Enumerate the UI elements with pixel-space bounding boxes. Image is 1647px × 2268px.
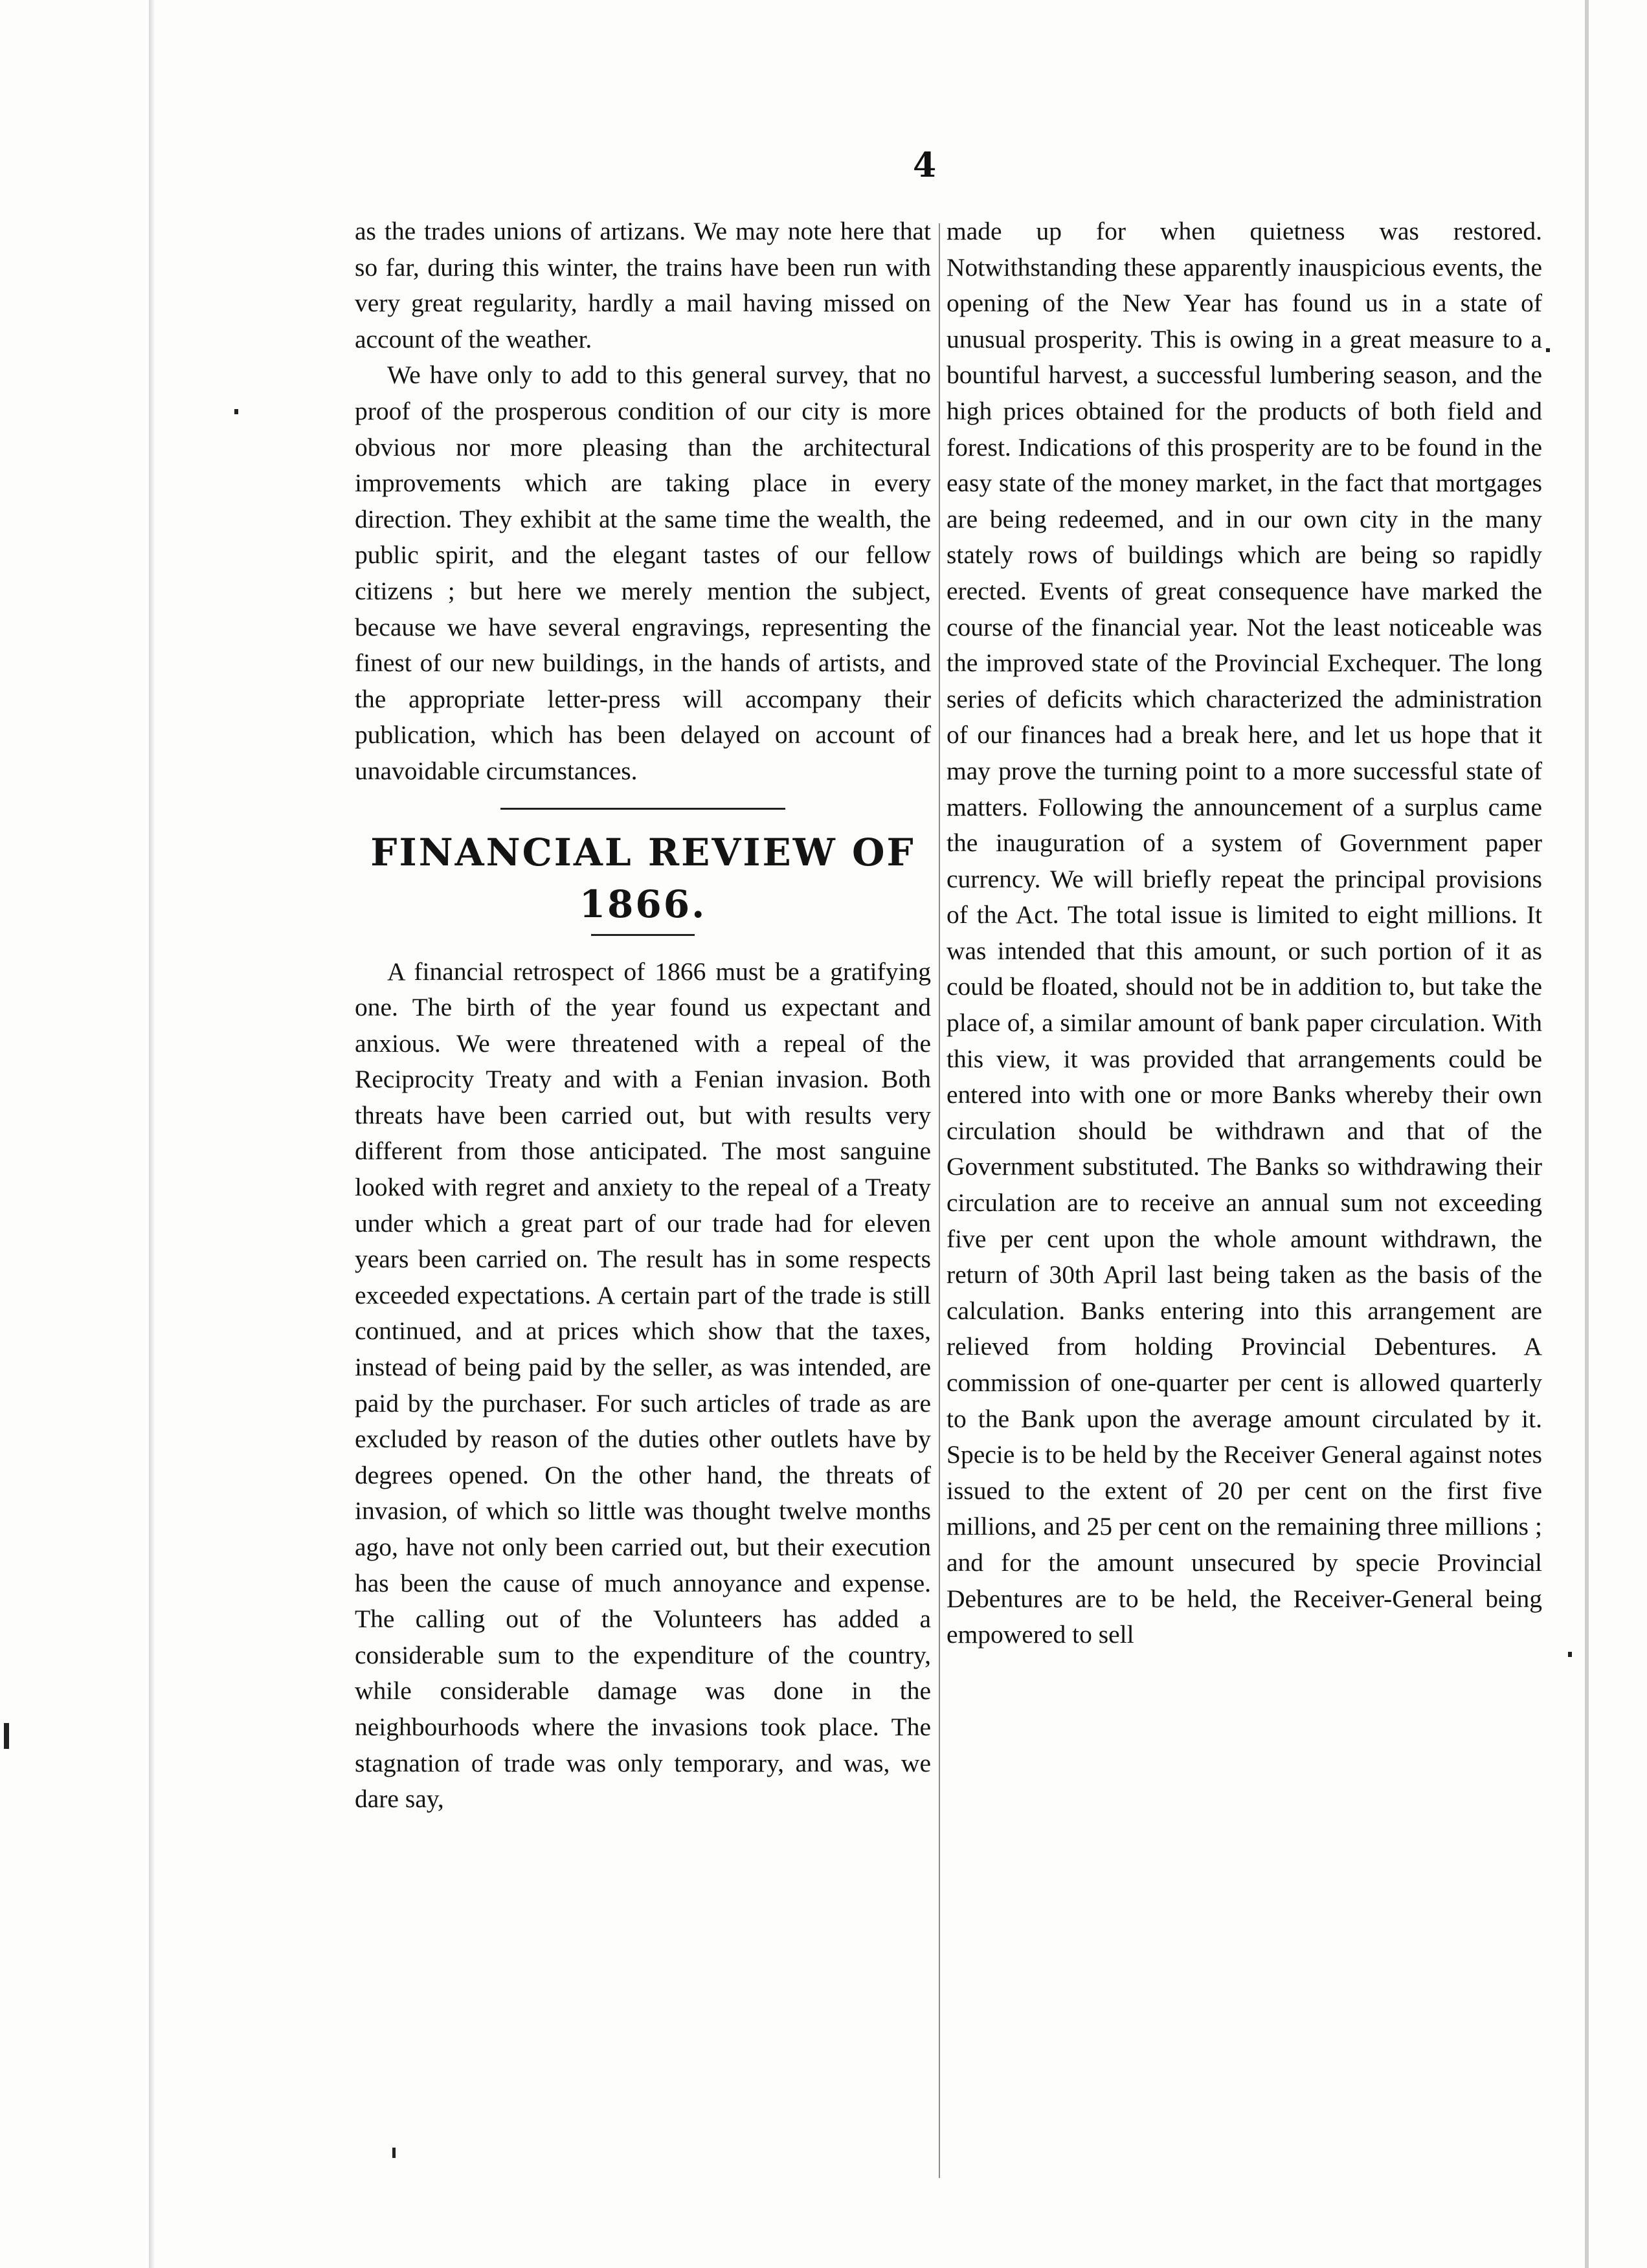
page-left-edge [149, 0, 155, 2268]
right-column [947, 214, 1542, 1653]
article-heading: FINANCIAL REVIEW OF 1866. [370, 830, 915, 926]
article-paragraph: A financial retrospect of 1866 must be a gratifying one. The birth of the year found us expectant and anxious. We were threatened with a repeal of the Reciprocity Treaty and with a Fenian invasion. Both threats have been carried out, but with results very different from those anticipated. The most sanguine looked with regret and anxiety to the repeal of a Treaty under which a great part of our trade had for eleven years been carried on. The result has in some respects exceeded expectations. A certain part of the trade is still continued, and at prices which show that the taxes, instead of being paid by the seller, as was intended, are paid by the purchaser. For such articles of trade as are excluded by reason of the duties other outlets have by degrees opened. On the other hand, the threats of invasion, of which so little was thought twelve months ago, have not only been carried out, but their execution has been the cause of much annoyance and expense. The calling out of the Volunteers has added a considerable sum to the expenditure of the country, while considerable damage was done in the neighbourhoods where the invasions took place. The stagnation of trade was only temporary, and was, we dare say, [355, 957, 931, 1814]
margin-speck [392, 2148, 396, 2158]
heading-underline-rule [591, 934, 695, 936]
column-divider [939, 223, 940, 2178]
section-divider-rule [500, 808, 785, 810]
margin-speck [1546, 348, 1550, 352]
page-right-edge [1585, 0, 1589, 2268]
left-column [355, 214, 931, 1818]
page-number: 4 [913, 146, 937, 185]
margin-speck [1568, 1652, 1572, 1657]
margin-speck [4, 1723, 9, 1749]
right-paragraph-continued: made up for when quietness was restored. Notwithstanding these apparently inauspicious events, the opening of the New Year has found us in a state of unusual prosperity. This is owing in a great measure to a bountiful harvest, a successful lumbering season, and the high prices obtained for the products of both field and forest. Indications of this prosperity are to be found in the easy state of the money market, in the fact that mortgages are being redeemed, and in our own city in the many stately rows of buildings which are being so rapidly erected. Events of great consequence have marked the course of the financial year. Not the least noticeable was the improved state of the Provincial Exchequer. The long series of deficits which characterized the administration of our finances had a break here, and let us hope that it may prove the turning point to a more successful state of matters. Following the announcement of a surplus came the inauguration of a system of Government paper currency. We will briefly repeat the principal provisions of the Act. The total issue is limited to eight millions. It was intended that this amount, or such portion of it as could be floated, should not be in addition to, but take the place of, a similar amount of bank paper circulation. With this view, it was provided that arrangements could be entered into with one or more Banks whereby their own circulation should be withdrawn and that of the Government substituted. The Banks so withdrawing their circulation are to receive an annual sum not exceeding five per cent upon the whole amount withdrawn, the return of 30th April last being taken as the basis of the calculation. Banks entering into this arrangement are relieved from holding Provincial Debentures. A commission of one-quarter per cent is allowed quarterly to the Bank upon the average amount circulated by it. Specie is to be held by the Receiver General against notes issued to the extent of 20 per cent on the first five millions, and 25 per cent on the remaining three millions ; and for the amount unsecured by specie Provincial Debentures are to be held, the Receiver-General being empowered to sell [947, 217, 1542, 1649]
left-paragraph-survey: We have only to add to this general survey, that no proof of the prosperous condition of our city is more obvious nor more pleasing than the architectural improvements which are taking place in every direction. They exhibit at the same time the wealth, the public spirit, and the elegant tastes of our fellow citizens ; but here we merely mention the subject, because we have several engravings, representing the finest of our new buildings, in the hands of artists, and the appropriate letter-press will accompany their publication, which has been delayed on account of unavoidable circumstances. [355, 361, 931, 785]
left-paragraph-continued: as the trades unions of artizans. We may note here that so far, during this winter, the trains have been run with very great regularity, hardly a mail having missed on account of the weather. [355, 217, 931, 353]
margin-speck [234, 409, 238, 414]
